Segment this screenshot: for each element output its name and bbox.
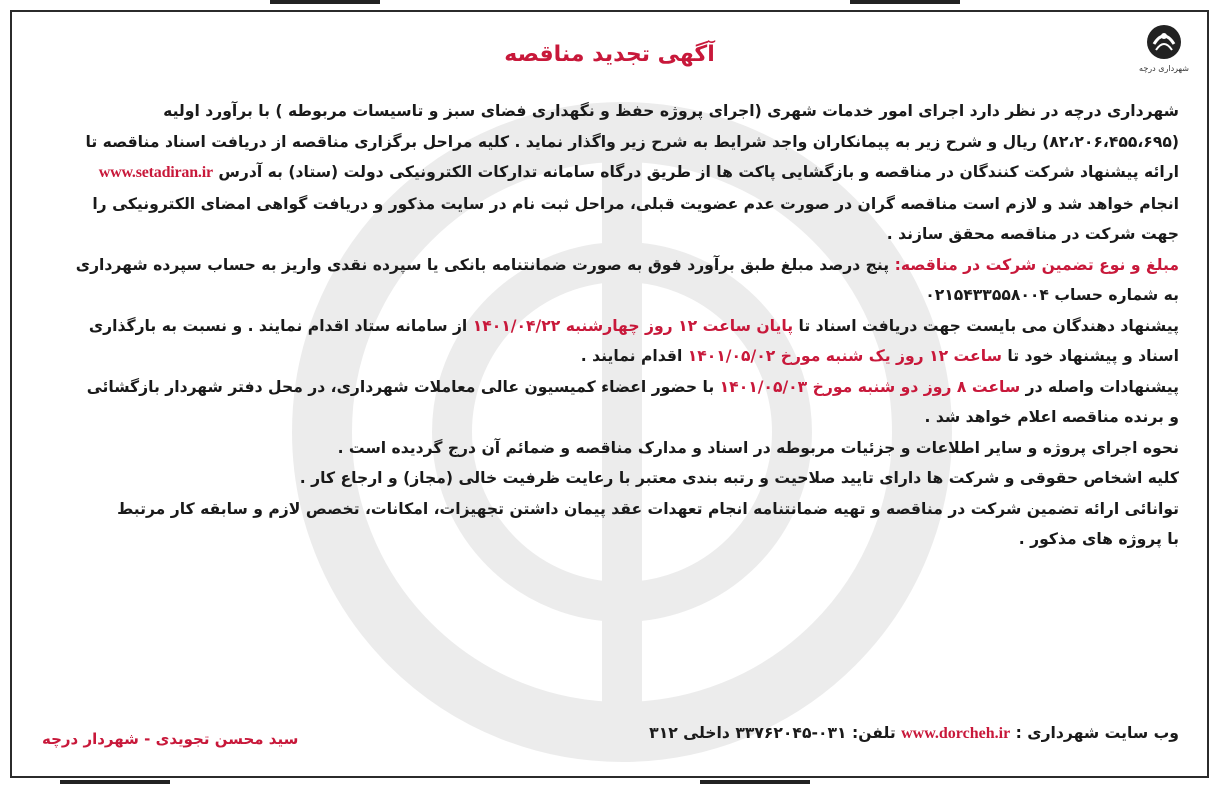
- note-1: نحوه اجرای پروژه و سایر اطلاعات و جزئیات مربوطه در اسناد و مدارک مناقصه و ضمائم آن درج گردیده است .: [337, 438, 1179, 457]
- guarantee-line: مبلغ و نوع تضمین شرکت در مناقصه: پنج درصد مبلغ طبق برآورد فوق به صورت ضمانتنامه بانکی یا سپرده نقدی واریز به حساب سپرده شهرداری: [75, 255, 1179, 274]
- intro-line-5: جهت شرکت در مناقصه محقق سازند .: [886, 225, 1179, 243]
- intro-line-4: انجام خواهد شد و لازم است مناقصه گران در صورت عدم عضویت قبلی، مراحل ثبت نام در سایت مذکور و دریافت گواهی امضای الکترونیکی را: [92, 194, 1179, 213]
- bottom-bar-left: [60, 780, 170, 784]
- note-2: کلیه اشخاص حقوقی و شرکت ها دارای تایید صلاحیت و رتبه بندی معتبر با رعایت ظرفیت خالی (مجاز) و ارجاع کار .: [299, 469, 1179, 487]
- intro-line-3: ارائه پیشنهاد شرکت کنندگان در مناقصه و بازگشایی پاکت ها از طریق درگاه سامانه تدارکات الکترونیکی دولت (ستاد) به آدرس www.setadiran.ir: [98, 163, 1179, 181]
- site-label: وب سایت شهرداری :: [1015, 724, 1179, 742]
- deadline-highlight: پایان ساعت ۱۲ روز چهارشنبه ۱۴۰۱/۰۴/۲۲: [472, 316, 794, 335]
- intro-line-2: (۸۲،۲۰۶،۴۵۵،۶۹۵) ریال و شرح زیر به پیمانکاران واجد شرایط به شرح زیر واگذار نماید . کلیه مراحل برگزاری مناقصه از دریافت اسناد مناقصه تا: [85, 132, 1179, 151]
- intro-line-1: شهرداری درچه در نظر دارد اجرای امور خدمات شهری (اجرای پروژه حفظ و نگهداری فضای سبز و تاسیسات مربوطه ) با برآورد اولیه: [163, 102, 1179, 120]
- advert-footer: [42, 718, 1179, 749]
- signature: سید محسن تجویدی - شهردار درچه: [42, 730, 299, 748]
- bottom-bar-right: [700, 780, 810, 784]
- phone-text: تلفن: ۰۳۱-۳۳۷۶۲۰۴۵ داخلی ۳۱۲: [649, 724, 896, 742]
- guarantee-account: به شماره حساب ۰۲۱۵۴۳۳۵۵۸۰۰۴: [925, 286, 1179, 304]
- top-bar-right: [850, 0, 960, 4]
- deadline-line-1: پیشنهاد دهندگان می بایست جهت دریافت اسناد تا پایان ساعت ۱۲ روز چهارشنبه ۱۴۰۱/۰۴/۲۲ از سامانه ستاد اقدام نمایند . و نسبت به بارگذاری: [88, 316, 1179, 335]
- note-3: توانائی ارائه تضمین شرکت در مناقصه و تهیه ضمانتنامه انجام تعهدات عقد پیمان داشتن تجهیزات، امکانات، تخصص لازم و سابقه کار مرتبط: [117, 499, 1179, 518]
- upload-deadline-highlight: ساعت ۱۲ روز یک شنبه مورخ ۱۴۰۱/۰۵/۰۲: [687, 347, 1002, 365]
- logo-caption: شهرداری درچه: [1139, 64, 1189, 73]
- page-title: آگهی تجدید مناقصه: [504, 42, 715, 67]
- dorcheh-link[interactable]: www.dorcheh.ir: [901, 725, 1011, 742]
- note-4: با پروژه های مذکور .: [1018, 530, 1179, 548]
- opening-line-2: و برنده مناقصه اعلام خواهد شد .: [924, 408, 1179, 426]
- top-bar-left: [270, 0, 380, 4]
- opening-highlight: ساعت ۸ روز دو شنبه مورخ ۱۴۰۱/۰۵/۰۳: [719, 377, 1021, 396]
- advert-body: [42, 96, 1179, 555]
- setadiran-link[interactable]: www.setadiran.ir: [98, 164, 213, 181]
- opening-line-1: پیشنهادات واصله در ساعت ۸ روز دو شنبه مورخ ۱۴۰۱/۰۵/۰۳ با حضور اعضاء کمیسیون عالی معاملات شهرداری، در محل دفتر شهردار بازگشائی: [86, 377, 1179, 396]
- advert-frame: [10, 10, 1209, 778]
- guarantee-label: مبلغ و نوع تضمین شرکت در مناقصه:: [894, 255, 1179, 274]
- deadline-line-2: اسناد و پیشنهاد خود تا ساعت ۱۲ روز یک شنبه مورخ ۱۴۰۱/۰۵/۰۲ اقدام نمایند .: [580, 347, 1179, 365]
